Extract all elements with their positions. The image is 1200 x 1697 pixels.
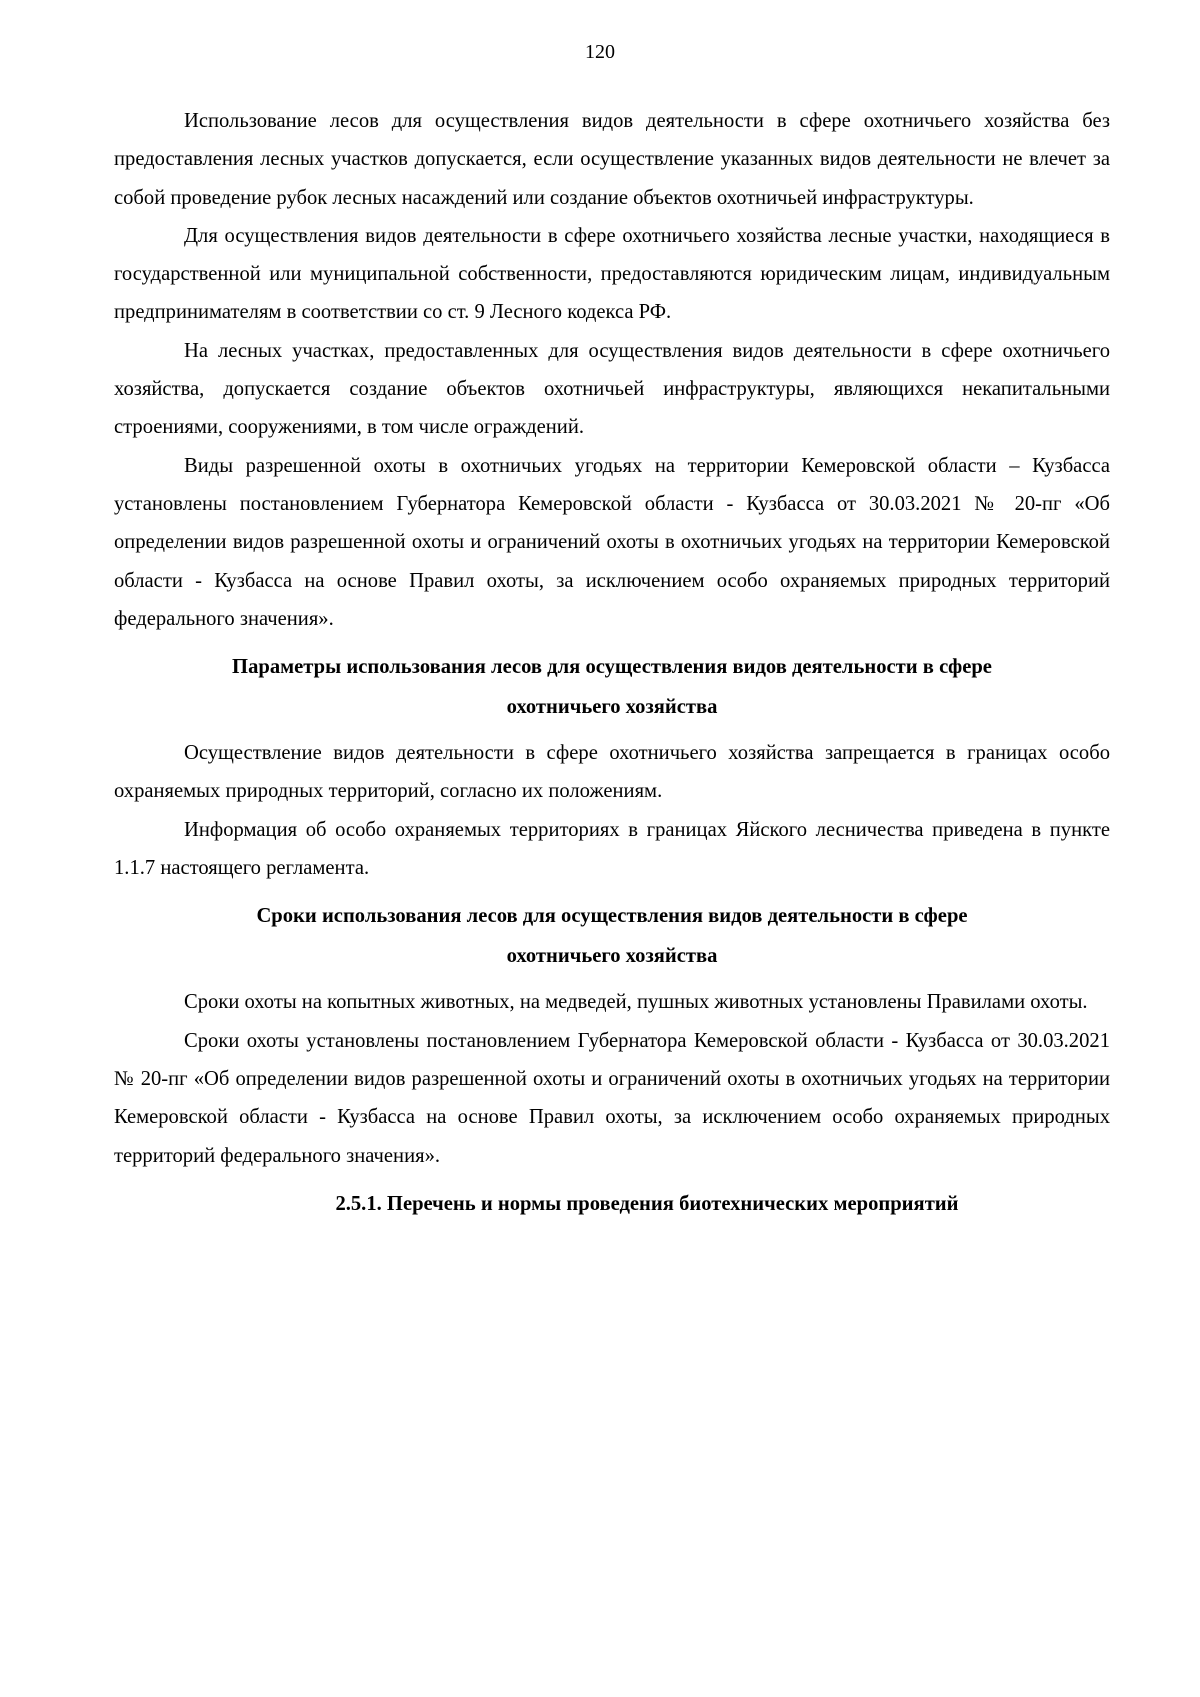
section-heading-2-5-1: 2.5.1. Перечень и нормы проведения биотехнических мероприятий [335,1192,959,1215]
heading-line: Параметры использования лесов для осуществления видов деятельности в сфере [232,656,992,679]
section-heading-parameters [114,638,1110,734]
heading-line: охотничьего хозяйства [506,945,718,968]
section-heading-terms [114,887,1110,983]
paragraph: Сроки охоты на копытных животных, на медведей, пушных животных установлены Правилами охоты. [184,991,1088,1014]
paragraph: Сроки охоты установлены постановлением Губернатора Кемеровской области - Кузбасса от 30.03.2021 № 20-пг «Об определении видов разрешенной охоты и ограничений охоты в охотничьих угодьях на территории Кемеровской области - Кузбасса на основе Правил охоты, за исключением особо охраняемых природных территорий федерального значения». [114,1029,1110,1167]
paragraph: Для осуществления видов деятельности в сфере охотничьего хозяйства лесные участки, находящиеся в государственной или муниципальной собственности, предоставляются юридическим лицам, индивидуальным предпринимателям в соответствии со ст. 9 Лесного кодекса РФ. [114,224,1110,324]
page-number: 120 [585,41,615,63]
paragraph: Информация об особо охраняемых территориях в границах Яйского лесничества приведена в пункте 1.1.7 настоящего регламента. [114,818,1110,880]
paragraph: Виды разрешенной охоты в охотничьих угодьях на территории Кемеровской области – Кузбасса установлены постановлением Губернатора Кемеровской области - Кузбасса от 30.03.2021 № 20-пг «Об определении видов разрешенной охоты и ограничений охоты в охотничьих угодьях на территории Кемеровской области - Кузбасса на основе Правил охоты, за исключением особо охраняемых природных территорий федерального значения». [114,454,1110,630]
paragraph: Использование лесов для осуществления видов деятельности в сфере охотничьего хозяйства без предоставления лесных участков допускается, если осуществление указанных видов деятельности не влечет за собой проведение рубок лесных насаждений или создание объектов охотничьей инфраструктуры. [114,110,1110,209]
paragraph: Осуществление видов деятельности в сфере охотничьего хозяйства запрещается в границах особо охраняемых природных территорий, согласно их положениям. [114,742,1110,803]
paragraph: На лесных участках, предоставленных для осуществления видов деятельности в сфере охотничьего хозяйства, допускается создание объектов охотничьей инфраструктуры, являющихся некапитальными строениями, сооружениями, в том числе ограждений. [114,339,1110,439]
document-body [114,102,1110,1231]
heading-line: Сроки использования лесов для осуществления видов деятельности в сфере [256,905,968,928]
heading-line: охотничьего хозяйства [506,696,718,719]
